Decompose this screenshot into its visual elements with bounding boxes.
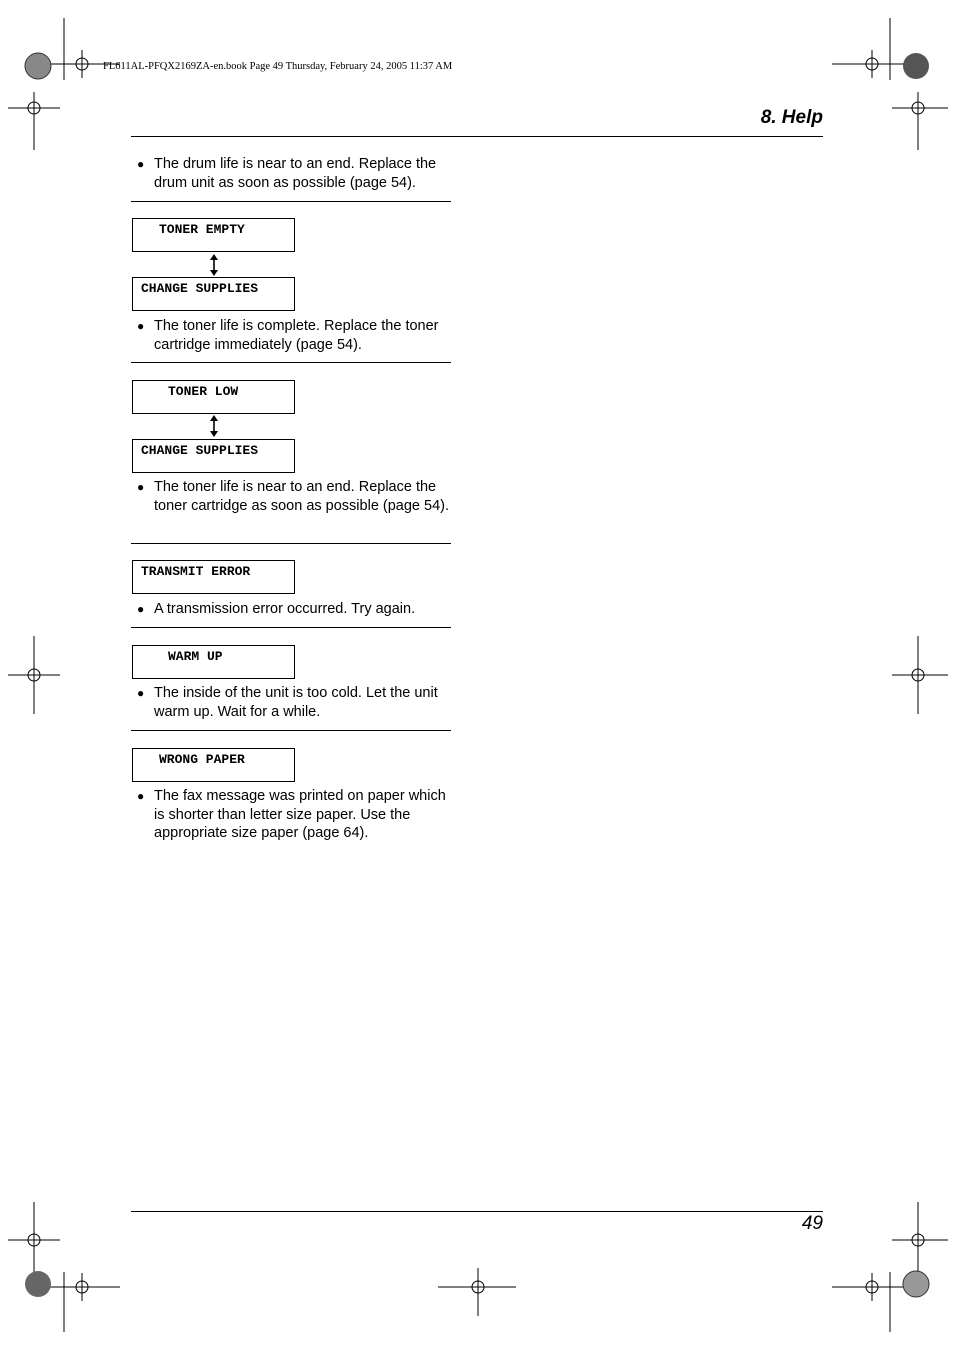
page-number: 49 xyxy=(801,1213,823,1234)
bullet-text: The toner life is near to an end. Replace the toner cartridge as soon as possible (page 54). xyxy=(154,479,450,514)
header-rule xyxy=(131,136,823,137)
separator xyxy=(131,543,451,544)
bullet-dot: ● xyxy=(137,602,145,616)
alternate-arrow-icon xyxy=(207,254,221,276)
separator xyxy=(131,627,451,628)
bullet-item xyxy=(137,684,453,721)
lcd-display: TONER EMPTY xyxy=(132,218,295,252)
bullet-dot: ● xyxy=(137,686,145,700)
bullet-dot: ● xyxy=(137,789,145,803)
alternate-arrow-icon xyxy=(207,415,221,437)
section-title: 8. Help xyxy=(760,107,823,128)
lcd-display: TONER LOW xyxy=(132,380,295,414)
bullet-item xyxy=(137,155,453,192)
bullet-item xyxy=(137,478,453,515)
bullet-text: The toner life is complete. Replace the toner cartridge immediately (page 54). xyxy=(154,318,439,353)
bullet-text: The drum life is near to an end. Replace the drum unit as soon as possible (page 54). xyxy=(154,156,437,191)
bullet-item xyxy=(137,787,453,843)
lcd-display: WARM UP xyxy=(132,645,295,679)
lcd-display: CHANGE SUPPLIES xyxy=(132,439,295,473)
file-info-header: FL611AL-PFQX2169ZA-en.book Page 49 Thursday, February 24, 2005 11:37 AM xyxy=(103,61,453,72)
bullet-item xyxy=(137,317,453,354)
footer-rule xyxy=(131,1211,823,1212)
separator xyxy=(131,362,451,363)
bullet-dot: ● xyxy=(137,480,145,494)
bullet-text: The inside of the unit is too cold. Let the unit warm up. Wait for a while. xyxy=(154,685,438,720)
bullet-item xyxy=(137,600,453,619)
separator xyxy=(131,730,451,731)
bullet-text: A transmission error occurred. Try again. xyxy=(154,601,416,617)
bullet-text: The fax message was printed on paper which is shorter than letter size paper. Use the appropriate size paper (page 64). xyxy=(154,788,446,841)
lcd-display: CHANGE SUPPLIES xyxy=(132,277,295,311)
separator xyxy=(131,201,451,202)
bullet-dot: ● xyxy=(137,157,145,171)
bullet-dot: ● xyxy=(137,319,145,333)
lcd-display: WRONG PAPER xyxy=(132,748,295,782)
lcd-display: TRANSMIT ERROR xyxy=(132,560,295,594)
